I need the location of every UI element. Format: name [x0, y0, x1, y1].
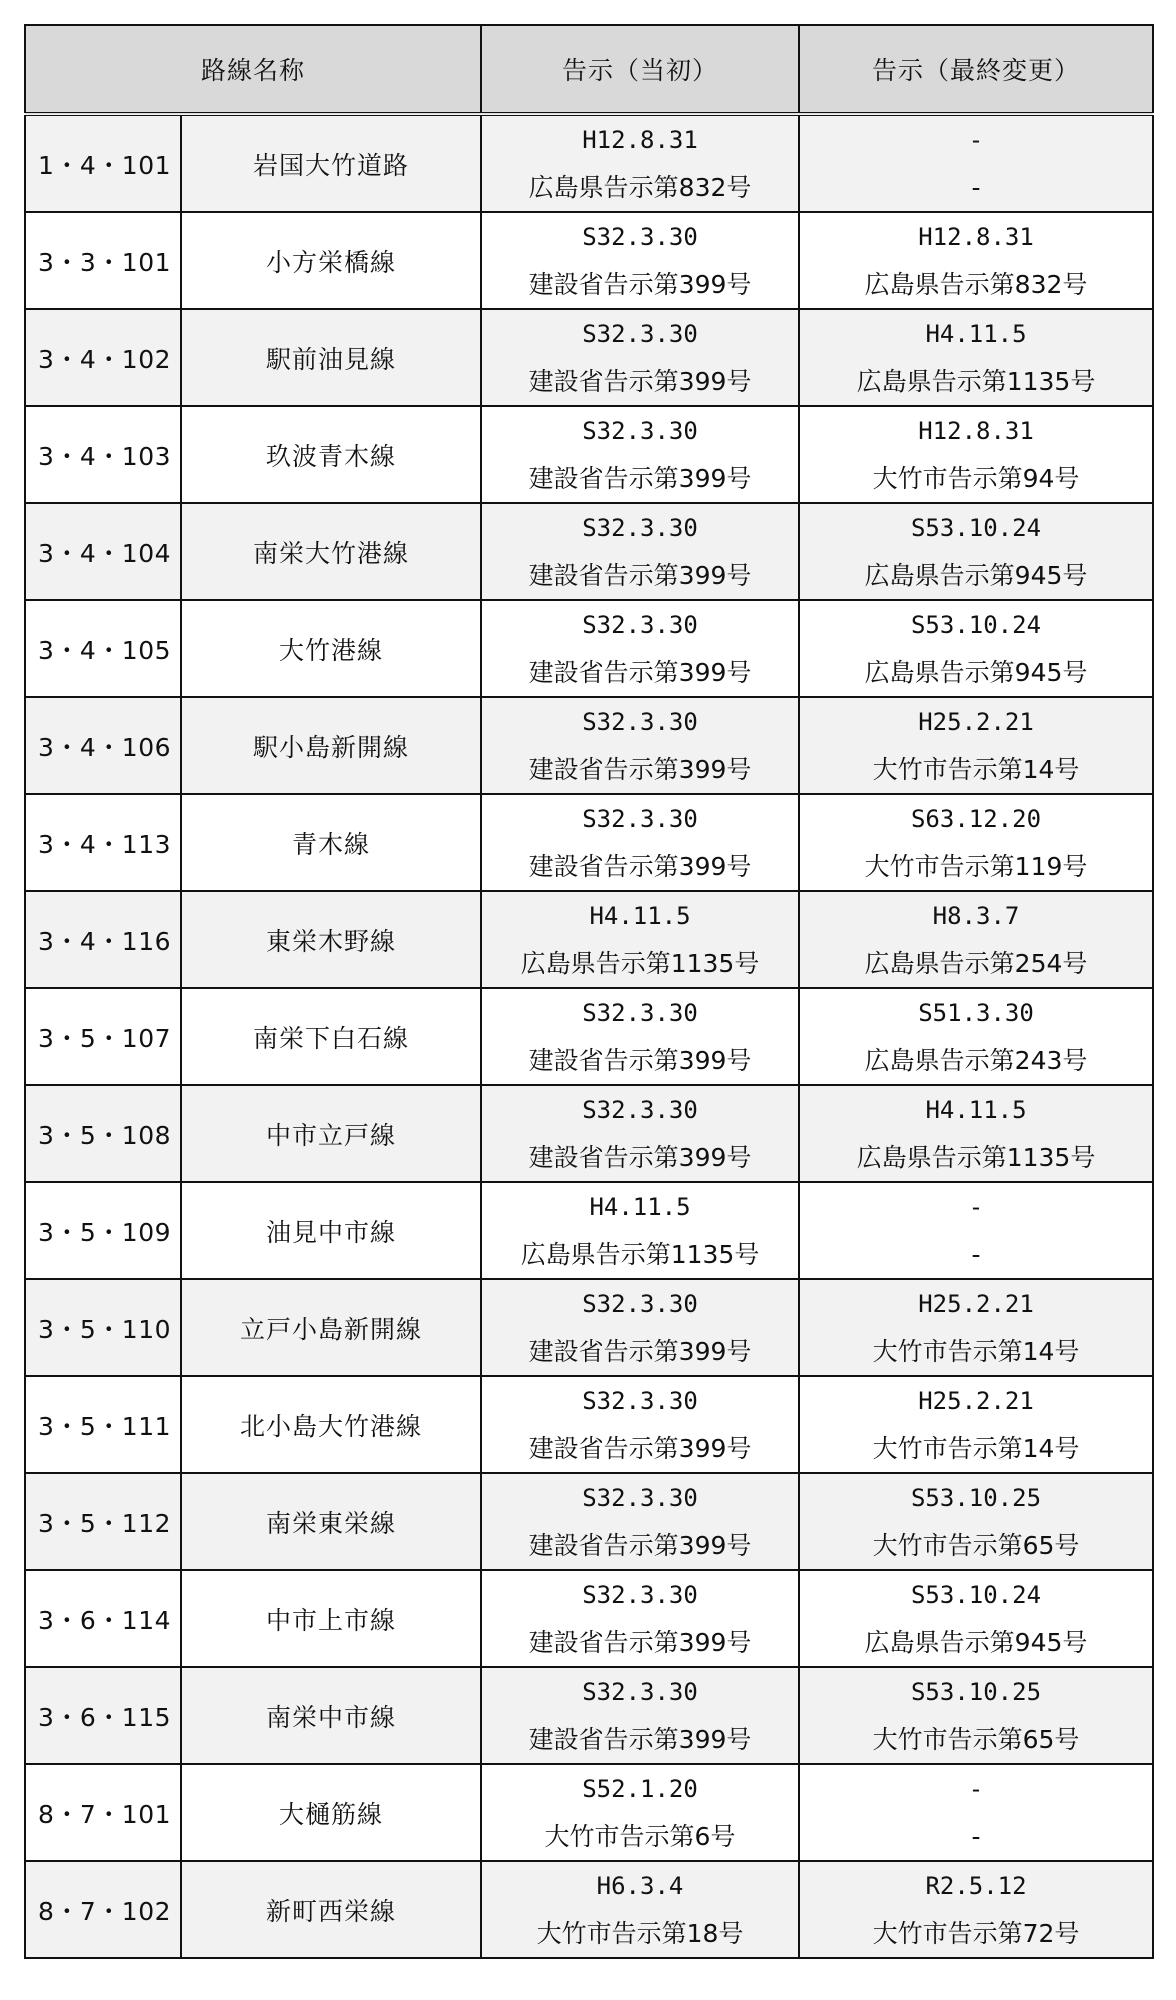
- final-date: H12.8.31: [918, 222, 1034, 251]
- initial-notice-cell: [481, 1279, 799, 1376]
- initial-notice-cell: [481, 1085, 799, 1182]
- final-notice-number: -: [971, 1821, 981, 1851]
- initial-notice-number: 建設省告示第399号: [528, 269, 752, 299]
- route-name-cell: 立戸小島新開線: [181, 1279, 481, 1376]
- final-date: S53.10.24: [910, 513, 1042, 542]
- initial-notice-cell: [481, 212, 799, 309]
- initial-notice-number: 大竹市告示第6号: [544, 1821, 736, 1851]
- final-notice-number: 広島県告示第243号: [864, 1045, 1088, 1075]
- route-name-cell: 玖波青木線: [181, 406, 481, 503]
- final-notice-cell: [799, 891, 1153, 988]
- route-name-cell: 中市上市線: [181, 1570, 481, 1667]
- initial-date: H4.11.5: [589, 901, 691, 930]
- route-name-cell: 北小島大竹港線: [181, 1376, 481, 1473]
- initial-date: S32.3.30: [582, 222, 698, 251]
- route-name-cell: 新町西栄線: [181, 1861, 481, 1958]
- final-notice-cell: [799, 600, 1153, 697]
- initial-date: S32.3.30: [582, 1289, 698, 1318]
- final-date: R2.5.12: [925, 1871, 1027, 1900]
- final-notice-cell: [799, 1473, 1153, 1570]
- route-code-cell: 3・6・115: [25, 1667, 181, 1764]
- route-name-cell: 駅小島新開線: [181, 697, 481, 794]
- initial-notice-number: 建設省告示第399号: [528, 1336, 752, 1366]
- route-name-cell: 東栄木野線: [181, 891, 481, 988]
- route-code-cell: 3・5・107: [25, 988, 181, 1085]
- route-name-cell: 南栄中市線: [181, 1667, 481, 1764]
- initial-notice-number: 建設省告示第399号: [528, 463, 752, 493]
- final-notice-cell: [799, 1085, 1153, 1182]
- initial-notice-cell: [481, 891, 799, 988]
- table-row: [25, 988, 1153, 1085]
- route-code-cell: 3・3・101: [25, 212, 181, 309]
- final-date: -: [968, 1774, 984, 1803]
- route-code-cell: 3・4・103: [25, 406, 181, 503]
- final-date: S53.10.24: [910, 1580, 1042, 1609]
- initial-notice-cell: [481, 114, 799, 212]
- route-name-cell: 岩国大竹道路: [181, 114, 481, 212]
- route-name-cell: 南栄東栄線: [181, 1473, 481, 1570]
- final-notice-cell: [799, 1570, 1153, 1667]
- final-notice-cell: [799, 503, 1153, 600]
- initial-notice-cell: [481, 309, 799, 406]
- initial-date: S32.3.30: [582, 1677, 698, 1706]
- route-code-cell: 3・4・102: [25, 309, 181, 406]
- initial-notice-number: 建設省告示第399号: [528, 1627, 752, 1657]
- initial-notice-number: 建設省告示第399号: [528, 1142, 752, 1172]
- initial-notice-cell: [481, 1667, 799, 1764]
- final-notice-number: 広島県告示第945号: [864, 1627, 1088, 1657]
- final-date: H4.11.5: [925, 319, 1027, 348]
- table-row: [25, 1279, 1153, 1376]
- final-notice-number: 大竹市告示第119号: [864, 851, 1088, 881]
- initial-notice-number: 建設省告示第399号: [528, 366, 752, 396]
- initial-notice-cell: [481, 697, 799, 794]
- table-row: [25, 891, 1153, 988]
- table-row: [25, 794, 1153, 891]
- initial-date: H6.3.4: [596, 1871, 684, 1900]
- initial-notice-cell: [481, 988, 799, 1085]
- final-date: H12.8.31: [918, 416, 1034, 445]
- route-name-cell: 小方栄橋線: [181, 212, 481, 309]
- table-row: [25, 1667, 1153, 1764]
- initial-notice-cell: [481, 1570, 799, 1667]
- final-notice-number: -: [971, 1239, 981, 1269]
- final-date: S51.3.30: [918, 998, 1034, 1027]
- final-notice-cell: [799, 1376, 1153, 1473]
- initial-notice-cell: [481, 600, 799, 697]
- final-date: -: [968, 125, 984, 154]
- initial-notice-cell: [481, 1376, 799, 1473]
- table-row: [25, 1861, 1153, 1958]
- final-notice-number: 広島県告示第1135号: [856, 1142, 1096, 1172]
- table-row: [25, 114, 1153, 212]
- final-notice-number: 広島県告示第945号: [864, 657, 1088, 687]
- table-row: [25, 697, 1153, 794]
- initial-notice-number: 広島県告示第832号: [528, 172, 752, 202]
- initial-date: S32.3.30: [582, 707, 698, 736]
- final-date: H25.2.21: [918, 1386, 1034, 1415]
- initial-date: S32.3.30: [582, 610, 698, 639]
- table-body: [25, 114, 1153, 1958]
- initial-notice-number: 広島県告示第1135号: [520, 948, 760, 978]
- final-date: S63.12.20: [910, 804, 1042, 833]
- route-code-cell: 3・6・114: [25, 1570, 181, 1667]
- initial-date: S52.1.20: [582, 1774, 698, 1803]
- final-notice-number: -: [971, 172, 981, 202]
- route-name-cell: 大竹港線: [181, 600, 481, 697]
- final-notice-number: 大竹市告示第65号: [872, 1530, 1080, 1560]
- route-code-cell: 3・5・109: [25, 1182, 181, 1279]
- final-date: S53.10.25: [910, 1677, 1042, 1706]
- final-date: H25.2.21: [918, 1289, 1034, 1318]
- route-name-cell: 南栄大竹港線: [181, 503, 481, 600]
- initial-date: S32.3.30: [582, 319, 698, 348]
- route-name-cell: 青木線: [181, 794, 481, 891]
- initial-date: S32.3.30: [582, 1095, 698, 1124]
- final-notice-cell: [799, 114, 1153, 212]
- final-notice-cell: [799, 988, 1153, 1085]
- initial-notice-cell: [481, 406, 799, 503]
- final-notice-cell: [799, 1279, 1153, 1376]
- final-notice-number: 大竹市告示第14号: [872, 1336, 1080, 1366]
- initial-notice-number: 建設省告示第399号: [528, 560, 752, 590]
- final-date: S53.10.24: [910, 610, 1042, 639]
- header-route-name: 路線名称: [25, 25, 481, 114]
- route-code-cell: 3・5・110: [25, 1279, 181, 1376]
- final-date: -: [968, 1192, 984, 1221]
- initial-notice-number: 建設省告示第399号: [528, 657, 752, 687]
- initial-date: S32.3.30: [582, 513, 698, 542]
- route-name-cell: 南栄下白石線: [181, 988, 481, 1085]
- final-notice-number: 大竹市告示第72号: [872, 1918, 1080, 1948]
- table-row: [25, 1570, 1153, 1667]
- route-code-cell: 3・4・116: [25, 891, 181, 988]
- table-row: [25, 1182, 1153, 1279]
- final-notice-cell: [799, 406, 1153, 503]
- final-notice-number: 広島県告示第832号: [864, 269, 1088, 299]
- table-row: [25, 503, 1153, 600]
- final-notice-cell: [799, 697, 1153, 794]
- table-row: [25, 1764, 1153, 1861]
- initial-notice-number: 建設省告示第399号: [528, 851, 752, 881]
- initial-date: H12.8.31: [582, 125, 698, 154]
- initial-date: S32.3.30: [582, 998, 698, 1027]
- initial-notice-cell: [481, 794, 799, 891]
- route-code-cell: 1・4・101: [25, 114, 181, 212]
- table-row: [25, 406, 1153, 503]
- table-row: [25, 1473, 1153, 1570]
- route-code-cell: 3・5・108: [25, 1085, 181, 1182]
- final-date: H8.3.7: [932, 901, 1020, 930]
- final-notice-cell: [799, 1182, 1153, 1279]
- route-code-cell: 3・4・105: [25, 600, 181, 697]
- final-notice-number: 広島県告示第254号: [864, 948, 1088, 978]
- route-code-cell: 3・4・113: [25, 794, 181, 891]
- initial-notice-cell: [481, 1473, 799, 1570]
- table-row: [25, 309, 1153, 406]
- route-notice-table: [24, 24, 1154, 1959]
- initial-date: S32.3.30: [582, 1386, 698, 1415]
- final-notice-number: 広島県告示第1135号: [856, 366, 1096, 396]
- route-name-cell: 中市立戸線: [181, 1085, 481, 1182]
- table-row: [25, 600, 1153, 697]
- initial-date: H4.11.5: [589, 1192, 691, 1221]
- final-date: S53.10.25: [910, 1483, 1042, 1512]
- final-date: H25.2.21: [918, 707, 1034, 736]
- final-notice-number: 大竹市告示第14号: [872, 1433, 1080, 1463]
- final-notice-number: 広島県告示第945号: [864, 560, 1088, 590]
- table-row: [25, 1085, 1153, 1182]
- route-name-cell: 油見中市線: [181, 1182, 481, 1279]
- final-notice-cell: [799, 1861, 1153, 1958]
- final-date: H4.11.5: [925, 1095, 1027, 1124]
- final-notice-number: 大竹市告示第94号: [872, 463, 1080, 493]
- route-code-cell: 3・5・111: [25, 1376, 181, 1473]
- initial-notice-number: 建設省告示第399号: [528, 1045, 752, 1075]
- route-code-cell: 8・7・102: [25, 1861, 181, 1958]
- final-notice-cell: [799, 1667, 1153, 1764]
- route-code-cell: 3・4・104: [25, 503, 181, 600]
- initial-date: S32.3.30: [582, 416, 698, 445]
- final-notice-number: 大竹市告示第14号: [872, 754, 1080, 784]
- initial-notice-cell: [481, 1861, 799, 1958]
- initial-notice-number: 建設省告示第399号: [528, 1433, 752, 1463]
- route-code-cell: 8・7・101: [25, 1764, 181, 1861]
- route-name-cell: 駅前油見線: [181, 309, 481, 406]
- initial-notice-cell: [481, 1764, 799, 1861]
- initial-notice-cell: [481, 503, 799, 600]
- route-code-cell: 3・5・112: [25, 1473, 181, 1570]
- initial-notice-number: 広島県告示第1135号: [520, 1239, 760, 1269]
- table-row: [25, 1376, 1153, 1473]
- table-row: [25, 212, 1153, 309]
- initial-date: S32.3.30: [582, 1580, 698, 1609]
- initial-date: S32.3.30: [582, 804, 698, 833]
- route-name-cell: 大樋筋線: [181, 1764, 481, 1861]
- initial-notice-number: 建設省告示第399号: [528, 754, 752, 784]
- initial-notice-cell: [481, 1182, 799, 1279]
- header-final-notice: 告示（最終変更）: [799, 25, 1153, 114]
- route-code-cell: 3・4・106: [25, 697, 181, 794]
- final-notice-number: 大竹市告示第65号: [872, 1724, 1080, 1754]
- header-initial-notice: 告示（当初）: [481, 25, 799, 114]
- table-header: [25, 25, 1153, 114]
- initial-notice-number: 建設省告示第399号: [528, 1530, 752, 1560]
- route-table-container: [24, 24, 1152, 1959]
- final-notice-cell: [799, 1764, 1153, 1861]
- final-notice-cell: [799, 309, 1153, 406]
- initial-notice-number: 建設省告示第399号: [528, 1724, 752, 1754]
- final-notice-cell: [799, 212, 1153, 309]
- initial-date: S32.3.30: [582, 1483, 698, 1512]
- initial-notice-number: 大竹市告示第18号: [536, 1918, 744, 1948]
- final-notice-cell: [799, 794, 1153, 891]
- header-row: [25, 25, 1153, 114]
